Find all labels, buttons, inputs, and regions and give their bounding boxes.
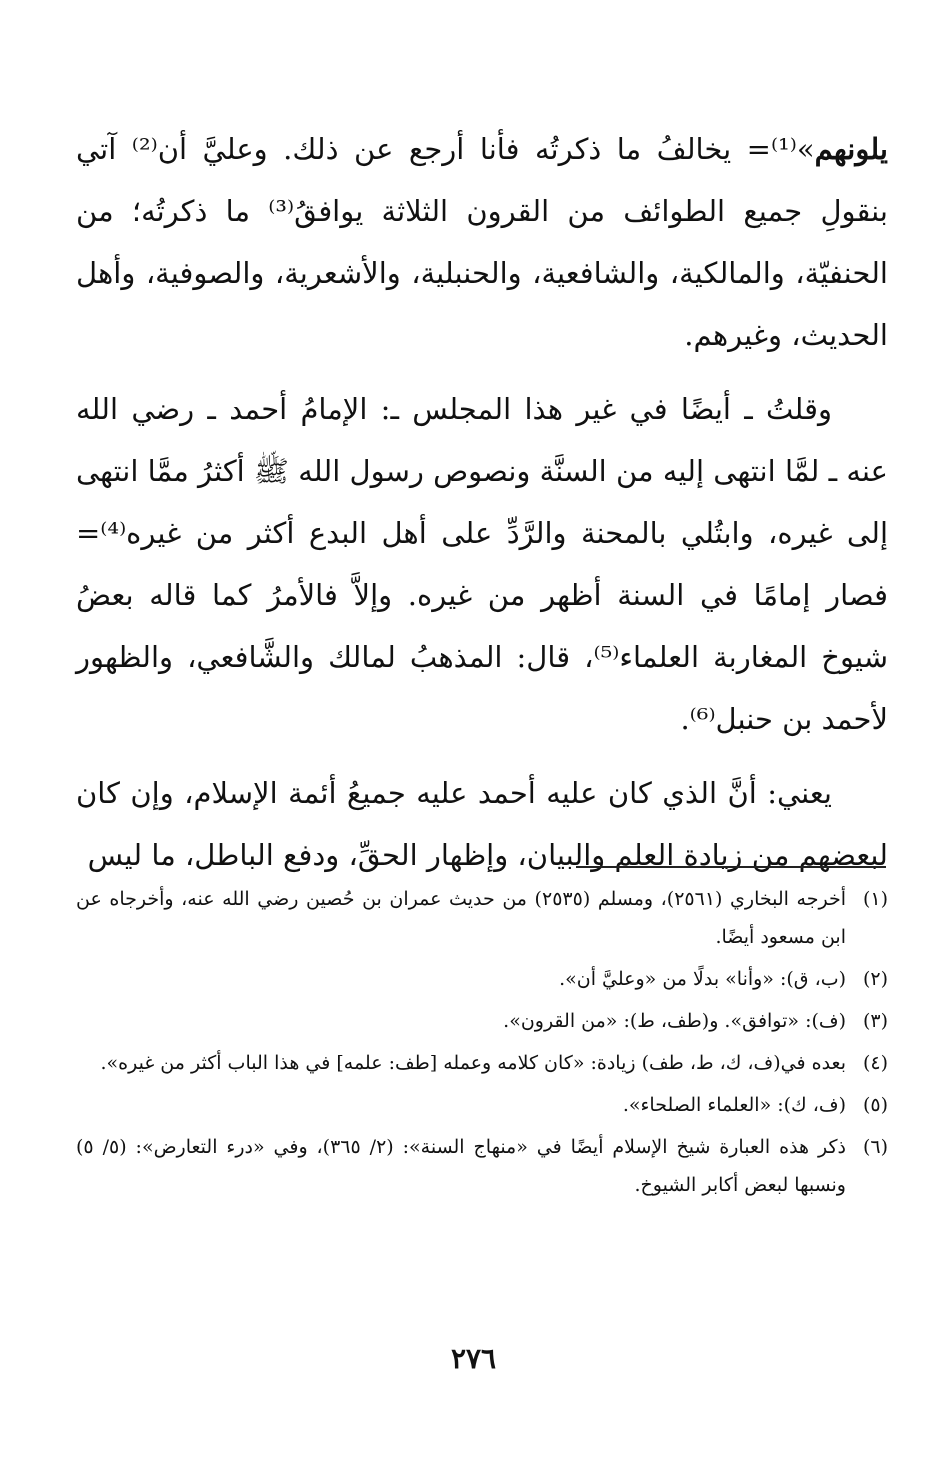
- footnote-number: (١): [862, 888, 888, 910]
- page-number: ٢٧٦: [450, 1342, 497, 1375]
- footnote-text: (ف): «توافق». و(طف، ط): «من القرون».: [503, 1010, 846, 1032]
- footnote-text: ذكر هذه العبارة شيخ الإسلام أيضًا في «منهاج السنة»: (٢/ ٣٦٥)، وفي «درء التعارض»: (٥/ ٥) ونسبها لبعض أكابر الشيوخ.: [76, 1136, 846, 1196]
- footnotes-section: [76, 880, 888, 1208]
- footnote-number: (٣): [862, 1010, 888, 1032]
- paragraph-text: يعني: أنَّ الذي كان عليه أحمد عليه جميعُ أئمة الإسلام، وإن كان لبعضهم من زيادة العلم والبيان، وإظهار الحقِّ، ودفع الباطل، ما ليس: [76, 776, 888, 872]
- footnote-number: (٦): [862, 1136, 888, 1158]
- footnote-4: [76, 1044, 888, 1082]
- footnote-5: [76, 1086, 888, 1124]
- footnote-divider: [576, 866, 886, 868]
- footnote-number: (٢): [862, 968, 888, 990]
- footnote-text: (ب، ق): «وأنا» بدلًا من «وعليَّ أن».: [559, 968, 846, 990]
- paragraph-text: »⁽¹⁾= يخالفُ ما ذكرتُه فأنا أرجع عن ذلك. وعليَّ أن⁽²⁾ آتي بنقولِ جميع الطوائف من القرون الثلاثة يوافقُ⁽³⁾ ما ذكرتُه؛ من الحنفيّة، والمالكية، والشافعية، والحنبلية، والأشعرية، والصوفية، وأهل الحديث، وغيرهم.: [76, 132, 888, 352]
- main-text-body: [76, 118, 888, 898]
- footnote-number: (٤): [862, 1052, 888, 1074]
- footnote-1: [76, 880, 888, 956]
- bold-lead-word: يلونهم: [814, 132, 889, 166]
- main-paragraph-2: [76, 378, 888, 750]
- main-paragraph-1: [76, 118, 888, 366]
- footnote-number: (٥): [862, 1094, 888, 1116]
- footnote-6: [76, 1128, 888, 1204]
- footnote-text: (ف، ك): «العلماء الصلحاء».: [622, 1094, 846, 1116]
- paragraph-text: وقلتُ ـ أيضًا في غير هذا المجلس ـ: الإمامُ أحمد ـ رضي الله عنه ـ لمَّا انتهى إليه من السنَّة ونصوص رسول الله ﷺ أكثرُ ممَّا انتهى إلى غيره، وابتُلي بالمحنة والرَّدِّ على أهل البدع أكثر من غيره⁽⁴⁾= فصار إمامًا في السنة أظهر من غيره. وإلاَّ فالأمرُ كما قاله بعضُ شيوخ المغاربة العلماء⁽⁵⁾، قال: المذهبُ لمالك والشَّافعي، والظهور لأحمد بن حنبل⁽⁶⁾.: [76, 392, 889, 736]
- footnote-text: أخرجه البخاري (٢٥٦١)، ومسلم (٢٥٣٥) من حديث عمران بن حُصين رضي الله عنه، وأخرجاه عن ابن مسعود أيضًا.: [76, 888, 846, 948]
- footnote-text: بعده في(ف، ك، ط، طف) زيادة: «كان كلامه وعمله [طف: علمه] في هذا الباب أكثر من غيره».: [100, 1052, 846, 1074]
- footnote-3: [76, 1002, 888, 1040]
- footnote-2: [76, 960, 888, 998]
